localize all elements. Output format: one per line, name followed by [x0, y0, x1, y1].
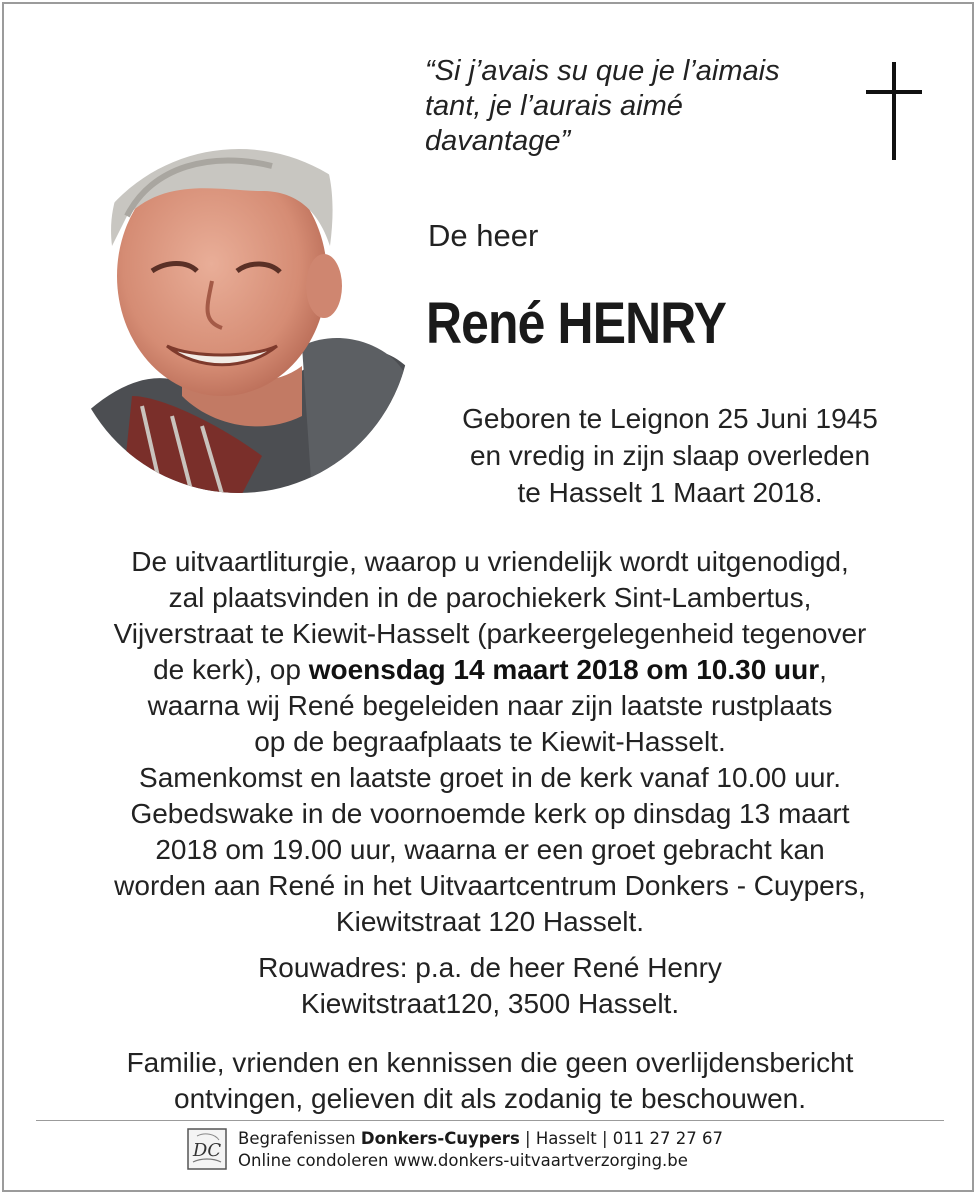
- text-line: Familie, vrienden en kennissen die geen overlijdensbericht: [126, 1047, 854, 1078]
- mourning-address: [40, 950, 940, 1022]
- detail-line: Geboren te Leignon 25 Juni 1945: [462, 403, 878, 434]
- epigraph-quote: [425, 54, 845, 159]
- honorific: De heer: [428, 218, 539, 253]
- logo-monogram: DC: [192, 1140, 222, 1161]
- quote-line: tant, je l’aurais aimé: [425, 90, 683, 122]
- quote-line: davantage”: [425, 125, 571, 157]
- deceased-name: René HENRY: [426, 291, 726, 356]
- text-line: worden aan René in het Uitvaartcentrum Donkers - Cuypers,: [114, 870, 866, 901]
- text-fragment: | Hasselt | 011 27 27 67: [519, 1129, 724, 1148]
- text-line: ontvingen, gelieven dit als zodanig te beschouwen.: [174, 1083, 806, 1114]
- condolence-website[interactable]: Online condoleren www.donkers-uitvaartverzorging.be: [238, 1151, 688, 1170]
- text-fragment: de kerk), op: [153, 654, 309, 685]
- text-line: op de begraafplaats te Kiewit-Hasselt.: [254, 726, 726, 757]
- notice-paragraph: [40, 1045, 940, 1117]
- text-line: Kiewitstraat 120 Hasselt.: [335, 906, 645, 937]
- text-line: zal plaatsvinden in de parochiekerk Sint-Lambertus,: [168, 582, 812, 613]
- funeral-home-line: [238, 1128, 723, 1150]
- funeral-home-name: Donkers-Cuypers: [360, 1129, 520, 1148]
- text-line: De uitvaartliturgie, waarop u vriendelijk wordt uitgenodigd,: [131, 546, 849, 577]
- text-line: Vijverstraat te Kiewit-Hasselt (parkeergelegenheid tegenover: [113, 618, 867, 649]
- quote-line: “Si j’avais su que je l’aimais: [425, 55, 780, 87]
- portrait-photo: [72, 96, 406, 494]
- footer-divider: [36, 1120, 944, 1121]
- text-line: Kiewitstraat120, 3500 Hasselt.: [300, 988, 680, 1019]
- text-line: [40, 652, 940, 688]
- text-line: Rouwadres: p.a. de heer René Henry: [258, 952, 722, 983]
- text-fragment: Begrafenissen: [238, 1129, 361, 1148]
- text-line: Gebedswake in de voornoemde kerk op dinsdag 13 maart: [130, 798, 850, 829]
- text-line: Samenkomst en laatste groet in de kerk vanaf 10.00 uur.: [139, 762, 841, 793]
- ceremony-date-time: woensdag 14 maart 2018 om 10.30 uur: [308, 654, 820, 685]
- birth-death-details: [410, 400, 930, 511]
- text-fragment: ,: [819, 654, 827, 685]
- detail-line: te Hasselt 1 Maart 2018.: [517, 477, 823, 508]
- footer-credits: [238, 1128, 723, 1172]
- ceremony-paragraph: [40, 544, 940, 940]
- cross-icon: [862, 62, 926, 160]
- funeral-home-logo-icon: [187, 1128, 227, 1170]
- text-line: waarna wij René begeleiden naar zijn laatste rustplaats: [147, 690, 833, 721]
- text-line: 2018 om 19.00 uur, waarna er een groet gebracht kan: [155, 834, 825, 865]
- detail-line: en vredig in zijn slaap overleden: [469, 440, 871, 471]
